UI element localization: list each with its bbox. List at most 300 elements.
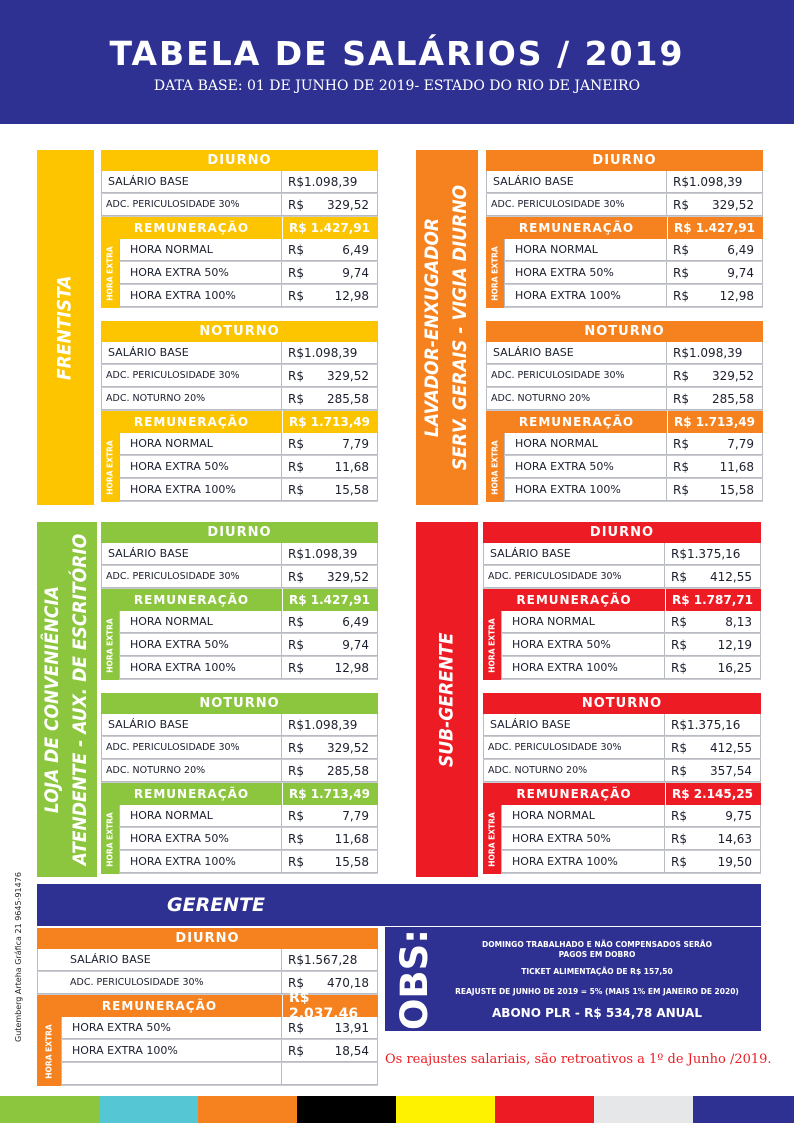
amount: 6,49 [342, 614, 369, 629]
amount: 12,98 [719, 288, 754, 303]
table-heading: NOTURNO [483, 693, 761, 714]
hora-extra-rows [501, 611, 761, 680]
row-value [282, 365, 378, 387]
remuneracao-row [486, 411, 763, 433]
salary-table [483, 693, 761, 874]
table-row [501, 611, 761, 634]
remuneracao-row [483, 589, 761, 611]
row-value [282, 388, 378, 410]
amount: 19,50 [717, 854, 752, 869]
currency-label: R$ [671, 614, 687, 629]
table-heading: DIURNO [101, 522, 378, 543]
table-row [101, 194, 378, 217]
frentista-bar [37, 150, 94, 505]
currency-label: R$ [671, 854, 687, 869]
row-label: HORA EXTRA 50% [119, 634, 282, 656]
currency-label: R$ [671, 831, 687, 846]
row-value [282, 657, 378, 679]
amount: R$1.098,39 [288, 345, 358, 360]
amount: 329,52 [712, 368, 754, 383]
remuneracao-label: REMUNERAÇÃO [133, 787, 250, 801]
remuneracao-value [282, 589, 378, 611]
row-label: ADC. PERICULOSIDADE 30% [101, 737, 282, 759]
lavador-bar [416, 150, 478, 505]
currency-label: R$ [288, 1020, 304, 1035]
subgerente-bar [416, 522, 478, 877]
footer-strip-black [297, 1096, 396, 1123]
table-row [101, 388, 378, 411]
remuneracao-label: REMUNERAÇÃO [518, 415, 635, 429]
row-value [665, 760, 761, 782]
hora-extra-group [101, 239, 378, 308]
remuneracao-amount: R$ 2.037,46 [289, 990, 359, 1022]
currency-label: R$ [288, 482, 304, 497]
amount: 285,58 [712, 391, 754, 406]
table-row [504, 456, 763, 479]
remuneracao-amount: R$ 1.787,71 [672, 593, 753, 607]
row-label: HORA NORMAL [119, 433, 282, 455]
hora-extra-tag [486, 433, 504, 502]
currency-label: R$ [288, 368, 304, 383]
gerente-table [37, 928, 378, 1086]
row-value [282, 543, 378, 565]
currency-label: R$ [288, 831, 304, 846]
amount: 9,74 [342, 637, 369, 652]
currency-label: R$ [671, 569, 687, 584]
header-banner [0, 0, 794, 124]
salary-table [101, 321, 378, 502]
obs-box [385, 927, 761, 1031]
currency-label: R$ [673, 459, 689, 474]
currency-label: R$ [288, 459, 304, 474]
table-row [101, 171, 378, 194]
table-row [501, 851, 761, 874]
amount: 329,52 [327, 740, 369, 755]
amount: 412,55 [710, 569, 752, 584]
remuneracao-row [101, 783, 378, 805]
row-label: HORA EXTRA 50% [501, 634, 665, 656]
table-row [501, 634, 761, 657]
amount: 12,98 [334, 288, 369, 303]
row-label: HORA EXTRA 100% [504, 479, 667, 501]
amount: R$1.098,39 [673, 345, 743, 360]
amount: R$1.098,39 [288, 717, 358, 732]
row-value [282, 456, 378, 478]
row-value [667, 171, 763, 193]
row-label: HORA EXTRA 50% [61, 1017, 282, 1039]
row-label: HORA EXTRA 50% [504, 456, 667, 478]
footer-strip-gray [594, 1096, 693, 1123]
currency-label: R$ [288, 288, 304, 303]
row-label: SALÁRIO BASE [101, 171, 282, 193]
hora-extra-group [37, 1017, 378, 1086]
table-row [101, 737, 378, 760]
table-row [504, 262, 763, 285]
footer-strip-orange [198, 1096, 297, 1123]
amount: 12,98 [334, 660, 369, 675]
footer-strip-cyan [99, 1096, 198, 1123]
row-label: HORA EXTRA 100% [119, 479, 282, 501]
remuneracao-amount: R$ 1.427,91 [674, 221, 755, 235]
row-value [667, 342, 763, 364]
row-label: HORA EXTRA 100% [119, 285, 282, 307]
currency-label: R$ [673, 288, 689, 303]
row-value [282, 262, 378, 284]
row-value [282, 634, 378, 656]
table-row [101, 760, 378, 783]
table-row [483, 760, 761, 783]
row-label: ADC. NOTURNO 20% [101, 760, 282, 782]
table-row [483, 566, 761, 589]
remuneracao-row [486, 217, 763, 239]
table-heading: DIURNO [486, 150, 763, 171]
amount: 9,74 [727, 265, 754, 280]
row-value [282, 285, 378, 307]
table-row [119, 828, 378, 851]
page-title: TABELA DE SALÁRIOS / 2019 [109, 34, 685, 73]
hora-extra-group [101, 611, 378, 680]
table-row [504, 479, 763, 502]
amount: 7,79 [342, 808, 369, 823]
currency-label: R$ [288, 763, 304, 778]
remuneracao-value [667, 411, 763, 433]
table-row [37, 949, 378, 972]
row-value [282, 566, 378, 588]
row-label: SALÁRIO BASE [483, 714, 665, 736]
row-label: HORA EXTRA 100% [501, 657, 665, 679]
row-label: HORA EXTRA 100% [119, 851, 282, 873]
table-row [119, 657, 378, 680]
gerente-bar [37, 884, 761, 926]
amount: 329,52 [327, 569, 369, 584]
row-label: SALÁRIO BASE [483, 543, 665, 565]
hora-extra-tag-label: HORA EXTRA [490, 246, 500, 301]
row-label: HORA NORMAL [501, 611, 665, 633]
page-subtitle: DATA BASE: 01 DE JUNHO DE 2019- ESTADO DO RIO DE JANEIRO [153, 78, 641, 94]
salary-table [101, 150, 378, 308]
remuneracao-row [101, 217, 378, 239]
amount: 285,58 [327, 391, 369, 406]
table-heading: DIURNO [37, 928, 378, 949]
currency-label: R$ [288, 740, 304, 755]
remuneracao-label: REMUNERAÇÃO [516, 593, 632, 607]
row-value [667, 285, 763, 307]
row-value [282, 760, 378, 782]
remuneracao-label: REMUNERAÇÃO [133, 415, 250, 429]
table-row [486, 365, 763, 388]
currency-label: R$ [673, 265, 689, 280]
remuneracao-amount: R$ 2.145,25 [672, 787, 753, 801]
row-value [282, 1017, 378, 1039]
obs-line4: REAJUSTE DE JUNHO DE 2019 = 5% (MAIS 1% EM JANEIRO DE 2020) [455, 987, 739, 996]
table-row [504, 433, 763, 456]
row-value [282, 714, 378, 736]
hora-extra-rows [119, 239, 378, 308]
loja-bar [37, 522, 97, 877]
footer-strip-red [495, 1096, 594, 1123]
row-value [665, 566, 761, 588]
currency-label: R$ [671, 740, 687, 755]
row-label: ADC. PERICULOSIDADE 30% [486, 365, 667, 387]
currency-label: R$ [673, 368, 689, 383]
currency-label: R$ [673, 391, 689, 406]
amount: 11,68 [334, 831, 369, 846]
table-heading: DIURNO [101, 150, 378, 171]
currency-label: R$ [673, 436, 689, 451]
amount: R$1.375,16 [671, 546, 741, 561]
row-label: HORA EXTRA 100% [61, 1040, 282, 1062]
row-label: ADC. NOTURNO 20% [101, 388, 282, 410]
table-heading: NOTURNO [486, 321, 763, 342]
amount: R$1.098,39 [288, 546, 358, 561]
row-label: HORA EXTRA 50% [119, 456, 282, 478]
table-heading: NOTURNO [101, 321, 378, 342]
hora-extra-group [101, 805, 378, 874]
table-row [119, 456, 378, 479]
row-label: ADC. NOTURNO 20% [486, 388, 667, 410]
hora-extra-rows [119, 611, 378, 680]
remuneracao-value [282, 990, 378, 1022]
hora-extra-tag-label: HORA EXTRA [105, 440, 115, 495]
salary-table [101, 693, 378, 874]
currency-label: R$ [288, 1043, 304, 1058]
amount: 412,55 [710, 740, 752, 755]
amount: 11,68 [719, 459, 754, 474]
amount: 6,49 [727, 242, 754, 257]
remuneracao-label: REMUNERAÇÃO [516, 787, 632, 801]
row-label: HORA NORMAL [119, 805, 282, 827]
currency-label: R$ [671, 763, 687, 778]
row-value [282, 342, 378, 364]
row-label: HORA EXTRA 100% [119, 657, 282, 679]
footer-strip-green [0, 1096, 99, 1123]
row-value [667, 239, 763, 261]
row-value [667, 479, 763, 501]
currency-label: R$ [288, 197, 304, 212]
table-row [119, 433, 378, 456]
row-label: ADC. PERICULOSIDADE 30% [101, 566, 282, 588]
table-row [501, 805, 761, 828]
remuneracao-label: REMUNERAÇÃO [133, 593, 250, 607]
row-label: HORA NORMAL [119, 611, 282, 633]
row-value [667, 433, 763, 455]
table-row [101, 543, 378, 566]
amount: 357,54 [710, 763, 752, 778]
amount: 329,52 [327, 197, 369, 212]
row-value [667, 194, 763, 216]
remuneracao-label: REMUNERAÇÃO [518, 221, 635, 235]
currency-label: R$ [671, 808, 687, 823]
currency-label: R$ [673, 242, 689, 257]
remuneracao-amount: R$ 1.713,49 [289, 415, 370, 429]
amount: 14,63 [717, 831, 752, 846]
row-label: SALÁRIO BASE [101, 342, 282, 364]
hora-extra-tag-label: HORA EXTRA [105, 812, 115, 867]
amount: 15,58 [334, 482, 369, 497]
hora-extra-tag [101, 433, 119, 502]
hora-extra-group [101, 433, 378, 502]
gerente-title: GERENTE [167, 894, 266, 916]
row-label: HORA EXTRA 100% [501, 851, 665, 873]
hora-extra-tag [37, 1017, 61, 1086]
remuneracao-amount: R$ 1.713,49 [289, 787, 370, 801]
obs-line1: DOMINGO TRABALHADO E NÃO COMPENSADOS SERÃO [482, 940, 712, 949]
hora-extra-tag-label: HORA EXTRA [487, 618, 497, 673]
row-label: ADC. PERICULOSIDADE 30% [483, 566, 665, 588]
hora-extra-tag [483, 805, 501, 874]
row-label: SALÁRIO BASE [486, 342, 667, 364]
amount: 470,18 [327, 975, 369, 990]
amount: 7,79 [727, 436, 754, 451]
obs-abono: ABONO PLR - R$ 534,78 ANUAL [492, 1006, 702, 1020]
hora-extra-rows [119, 433, 378, 502]
remuneracao-row [101, 589, 378, 611]
table-row [101, 566, 378, 589]
table-row [486, 171, 763, 194]
table-row [483, 714, 761, 737]
salary-table [486, 321, 763, 502]
hora-extra-rows [61, 1017, 378, 1086]
table-heading: NOTURNO [101, 693, 378, 714]
hora-extra-group [486, 239, 763, 308]
amount: 329,52 [327, 368, 369, 383]
currency-label: R$ [673, 197, 689, 212]
remuneracao-row [37, 990, 378, 1022]
row-value [665, 543, 761, 565]
obs-title: OBS: [393, 928, 437, 1030]
obs-line2: PAGOS EM DOBRO [558, 950, 636, 959]
hora-extra-rows [504, 239, 763, 308]
remuneracao-row [483, 783, 761, 805]
currency-label: R$ [288, 242, 304, 257]
row-value [282, 737, 378, 759]
row-value [282, 171, 378, 193]
amount: 15,58 [334, 854, 369, 869]
amount: 329,52 [712, 197, 754, 212]
row-value [665, 737, 761, 759]
amount: 285,58 [327, 763, 369, 778]
row-label: ADC. PERICULOSIDADE 30% [486, 194, 667, 216]
hora-extra-tag [483, 611, 501, 680]
row-value [667, 388, 763, 410]
currency-label: R$ [288, 569, 304, 584]
hora-extra-tag-label: HORA EXTRA [105, 246, 115, 301]
currency-label: R$ [288, 265, 304, 280]
row-label: HORA EXTRA 50% [504, 262, 667, 284]
row-value [667, 456, 763, 478]
remuneracao-value [282, 217, 378, 239]
lavador-title-2: SERV. GERAIS - VIGIA DIURNO [449, 184, 472, 471]
currency-label: R$ [288, 391, 304, 406]
hora-extra-rows [119, 805, 378, 874]
print-credit: Gutemberg Arteha Gráfica 21 9645-91476 [14, 872, 23, 1042]
table-heading: DIURNO [483, 522, 761, 543]
table-row [483, 737, 761, 760]
amount: 8,13 [725, 614, 752, 629]
amount: 6,49 [342, 242, 369, 257]
row-value [282, 805, 378, 827]
table-row [486, 388, 763, 411]
salary-table [486, 150, 763, 308]
row-value [665, 657, 761, 679]
row-label: HORA EXTRA 100% [504, 285, 667, 307]
amount: R$1.567,28 [288, 952, 358, 967]
lavador-title-1: LAVADOR-ENXUGADOR [421, 217, 444, 438]
row-label: ADC. PERICULOSIDADE 30% [37, 972, 282, 994]
amount: 9,74 [342, 265, 369, 280]
row-label: SALÁRIO BASE [101, 714, 282, 736]
row-value [665, 828, 761, 850]
table-row [119, 851, 378, 874]
footer-strip-blue [693, 1096, 794, 1123]
hora-extra-tag-label: HORA EXTRA [44, 1024, 54, 1079]
currency-label: R$ [288, 614, 304, 629]
hora-extra-group [483, 611, 761, 680]
table-row [61, 1040, 378, 1063]
table-row [119, 634, 378, 657]
row-label: SALÁRIO BASE [37, 949, 282, 971]
hora-extra-group [486, 433, 763, 502]
currency-label: R$ [288, 436, 304, 451]
retroativo-note: Os reajustes salariais, são retroativos a 1º de Junho /2019. [385, 1052, 772, 1067]
table-row [101, 365, 378, 388]
hora-extra-tag-label: HORA EXTRA [487, 812, 497, 867]
row-value [282, 433, 378, 455]
row-value [282, 194, 378, 216]
table-row [119, 239, 378, 262]
remuneracao-label: REMUNERAÇÃO [133, 221, 250, 235]
table-row [483, 543, 761, 566]
subgerente-title: SUB-GERENTE [435, 632, 458, 767]
hora-extra-group [483, 805, 761, 874]
table-row [119, 262, 378, 285]
row-label [61, 1063, 282, 1085]
amount: 18,54 [334, 1043, 369, 1058]
table-row [61, 1017, 378, 1040]
row-value [282, 1040, 378, 1062]
row-value [282, 611, 378, 633]
loja-title-1: LOJA DE CONVENIÊNCIA [41, 585, 64, 814]
row-value [282, 828, 378, 850]
amount: 11,68 [334, 459, 369, 474]
table-row [486, 194, 763, 217]
currency-label: R$ [288, 660, 304, 675]
hora-extra-rows [504, 433, 763, 502]
salary-table [483, 522, 761, 680]
hora-extra-tag [101, 239, 119, 308]
table-row [119, 479, 378, 502]
table-row [501, 828, 761, 851]
table-row [119, 611, 378, 634]
row-label: HORA NORMAL [501, 805, 665, 827]
row-label: HORA EXTRA 50% [119, 262, 282, 284]
table-row [504, 285, 763, 308]
footer-strip-yellow [396, 1096, 495, 1123]
row-label: SALÁRIO BASE [486, 171, 667, 193]
row-label: ADC. NOTURNO 20% [483, 760, 665, 782]
row-label: HORA NORMAL [119, 239, 282, 261]
loja-title-2: ATENDENTE - AUX. DE ESCRITÓRIO [69, 533, 92, 866]
amount: 12,19 [717, 637, 752, 652]
table-row [486, 342, 763, 365]
remuneracao-amount: R$ 1.713,49 [674, 415, 755, 429]
row-value [665, 714, 761, 736]
currency-label: R$ [671, 660, 687, 675]
amount: R$1.098,39 [673, 174, 743, 189]
amount: 9,75 [725, 808, 752, 823]
hora-extra-tag-label: HORA EXTRA [105, 618, 115, 673]
row-value [665, 634, 761, 656]
